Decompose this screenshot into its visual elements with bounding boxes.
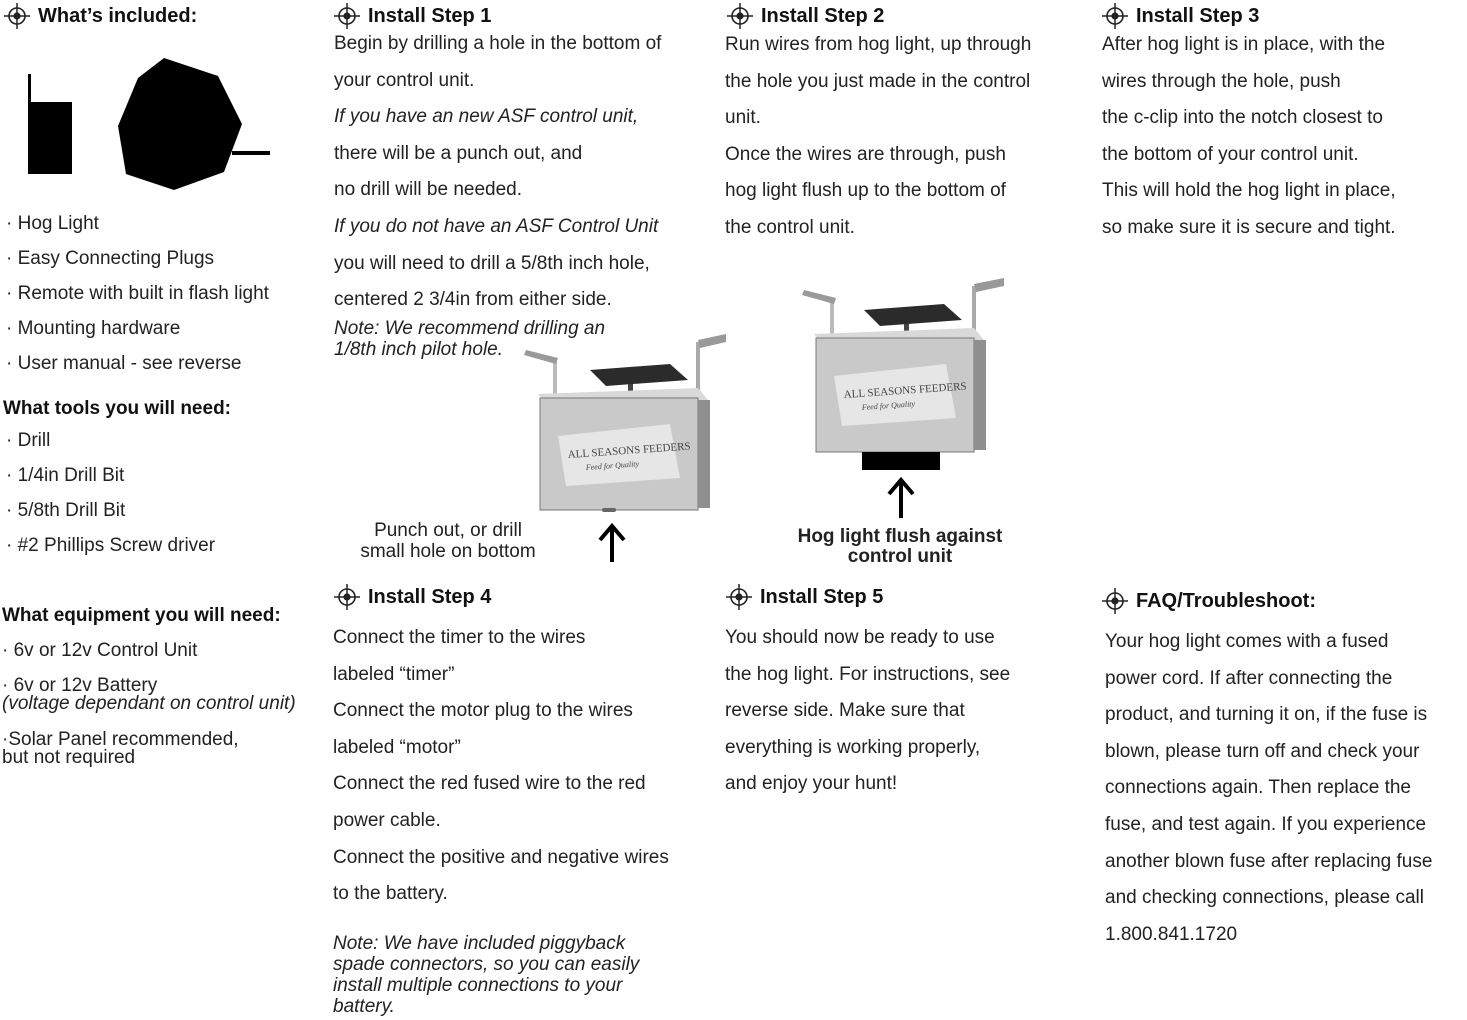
list-item: · Drill	[6, 430, 51, 451]
step2-line: unit.	[725, 107, 761, 129]
brand-tagline: Feed for Quality	[585, 459, 640, 472]
step1-line: Begin by drilling a hole in the bottom of	[334, 33, 662, 54]
brand-logo: ALL SEASONS FEEDERS	[843, 380, 967, 401]
step4-line: Connect the red fused wire to the red	[333, 773, 646, 795]
step2-line: the control unit.	[725, 216, 855, 238]
step3-line: the c-clip into the notch closest to	[1102, 107, 1383, 129]
equipment-item-solar-panel: ·Solar Panel recommended,	[2, 729, 239, 750]
step3-text	[1102, 27, 1396, 247]
faq-phone: 1.800.841.1720	[1105, 923, 1238, 945]
step2-title: Install Step 2	[761, 4, 885, 27]
faq-title: FAQ/Troubleshoot:	[1136, 589, 1316, 612]
equipment-battery-note: (voltage dependant on control unit)	[2, 693, 296, 714]
list-item: · 1/4in Drill Bit	[6, 465, 125, 486]
step3-line: After hog light is in place, with the	[1102, 34, 1386, 55]
step4-note: Note: We have included piggyback spade connectors, so you can easily install multiple connections to your battery.	[333, 933, 640, 1017]
faq-line: blown, please turn off and check your	[1105, 740, 1420, 762]
list-item: · 5/8th Drill Bit	[6, 500, 126, 521]
step1-note-line2: 1/8th inch pilot hole.	[334, 339, 504, 360]
remote-icon	[28, 74, 72, 174]
list-item: · Hog Light	[6, 213, 99, 234]
step1-line: centered 2 3/4in from either side.	[334, 289, 612, 311]
step5-line: the hog light. For instructions, see	[725, 663, 1011, 685]
step1-line: If you have an new ASF control unit,	[334, 106, 639, 128]
light-pole-left	[802, 290, 836, 336]
step5-header	[726, 584, 883, 610]
step5-line: and enjoy your hunt!	[725, 773, 898, 795]
step2-line: hog light flush up to the bottom of	[725, 180, 1006, 202]
step1-title: Install Step 1	[368, 4, 492, 27]
crosshair-icon	[4, 3, 30, 29]
step3-line: This will hold the hog light in place,	[1102, 180, 1396, 202]
brand-logo: ALL SEASONS FEEDERS	[567, 440, 691, 461]
step4-line: power cable.	[333, 809, 441, 831]
step3-title: Install Step 3	[1136, 4, 1260, 27]
faq-line: another blown fuse after replacing fuse	[1105, 850, 1433, 872]
step2-line: the hole you just made in the control	[725, 70, 1031, 92]
step2-text	[725, 27, 1031, 247]
faq-text	[1105, 624, 1432, 953]
step4-line: to the battery.	[333, 883, 448, 905]
hog-light-icon	[118, 58, 270, 190]
step2-caption: Hog light flush against control unit	[797, 526, 1003, 567]
step5-text	[725, 620, 1010, 803]
faq-line: and checking connections, please call	[1105, 887, 1424, 909]
equipment-title: What equipment you will need:	[2, 605, 281, 626]
step1-line: If you do not have an ASF Control Unit	[334, 215, 659, 237]
step4-line: Connect the positive and negative wires	[333, 846, 669, 868]
whats-included-title: What’s included:	[38, 4, 198, 27]
step5-line: You should now be ready to use	[725, 627, 995, 648]
step5-title: Install Step 5	[760, 585, 884, 608]
list-item: · Remote with built in flash light	[6, 283, 269, 304]
feeder-with-hog-light-image	[800, 276, 1015, 476]
included-items-illustration	[22, 56, 282, 196]
faq-line: connections again. Then replace the	[1105, 777, 1411, 799]
step3-line: so make sure it is secure and tight.	[1102, 216, 1396, 238]
step4-text	[333, 620, 669, 913]
step1-caption: Punch out, or drill small hole on bottom	[360, 520, 536, 562]
step4-header	[334, 584, 491, 610]
arrow-up-icon	[598, 522, 626, 564]
step4-line: labeled “motor”	[333, 736, 461, 758]
step1-line: your control unit.	[334, 69, 475, 91]
step2-line: Once the wires are through, push	[725, 143, 1006, 165]
step1-line: no drill will be needed.	[334, 179, 523, 201]
step3-line: the bottom of your control unit.	[1102, 143, 1359, 165]
step1-text	[334, 26, 661, 319]
crosshair-icon	[726, 584, 752, 610]
crosshair-icon	[727, 3, 753, 29]
crosshair-icon	[334, 584, 360, 610]
faq-line: Your hog light comes with a fused	[1105, 631, 1389, 652]
light-pole-left	[524, 350, 558, 394]
step5-line: everything is working properly,	[725, 736, 981, 758]
faq-line: power cord. If after connecting the	[1105, 667, 1393, 689]
step1-line: you will need to drill a 5/8th inch hole,	[334, 252, 650, 274]
faq-line: fuse, and test again. If you experience	[1105, 813, 1427, 835]
tools-list	[6, 423, 215, 563]
step2-header	[727, 3, 884, 29]
list-item: · Mounting hardware	[6, 318, 181, 339]
step4-title: Install Step 4	[368, 585, 492, 608]
crosshair-icon	[1102, 588, 1128, 614]
faq-line: product, and turning it on, if the fuse is	[1105, 704, 1428, 726]
step2-line: Run wires from hog light, up through	[725, 34, 1032, 55]
faq-header	[1102, 588, 1316, 614]
list-item: · Easy Connecting Plugs	[6, 248, 215, 269]
step3-header	[1102, 3, 1259, 29]
step4-line: Connect the timer to the wires	[333, 627, 586, 648]
step3-line: wires through the hole, push	[1102, 70, 1341, 92]
crosshair-icon	[1102, 3, 1128, 29]
equipment-item-battery: · 6v or 12v Battery	[2, 675, 158, 696]
arrow-up-icon	[887, 476, 915, 520]
feeder-control-unit-image	[520, 328, 735, 518]
list-item: · #2 Phillips Screw driver	[6, 535, 216, 556]
step1-note-line1: Note: We recommend drilling an	[334, 318, 606, 339]
step4-line: Connect the motor plug to the wires	[333, 700, 633, 722]
brand-tagline: Feed for Quality	[861, 399, 916, 412]
included-list	[6, 206, 269, 381]
step4-line: labeled “timer”	[333, 663, 455, 685]
whats-included-header	[4, 3, 197, 29]
list-item: · User manual - see reverse	[6, 353, 242, 374]
step1-line: there will be a punch out, and	[334, 142, 583, 164]
equipment-item-control-unit: · 6v or 12v Control Unit	[2, 640, 198, 661]
hog-light-block	[862, 452, 940, 470]
step5-line: reverse side. Make sure that	[725, 700, 965, 722]
tools-title: What tools you will need:	[3, 398, 231, 419]
equipment-solar-note: but not required	[2, 747, 136, 768]
